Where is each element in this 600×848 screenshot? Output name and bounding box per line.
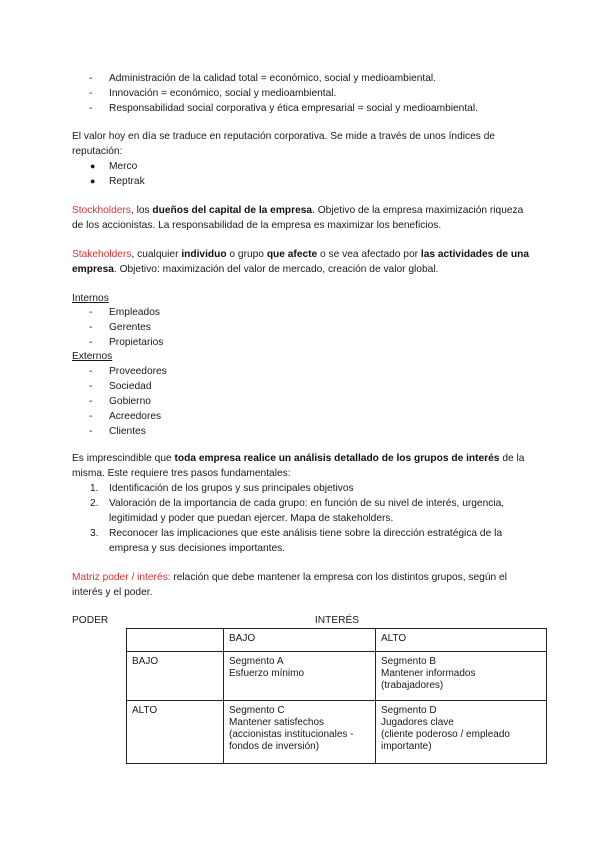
externos-heading: Externos [72,351,113,362]
quality-dimensions-list [72,71,542,116]
matrix-cell [224,701,376,764]
list-item: 2. Valoración de la importancia de cada grupo: en función de su nivel de interés, urgencia, legitimidad y poder que puedan ejercer. Mapa de stakeholders. [90,498,505,524]
segment-title: Segmento B Mantener informados (trabajadores) [381,656,476,691]
list-item: ● Reptrak [90,176,145,187]
analysis-steps-list [72,481,534,556]
power-interest-matrix [126,628,547,764]
row-header: BAJO [127,652,224,701]
internos-heading: Internos [72,293,109,304]
list-item: - Gerentes [89,322,151,333]
column-header: BAJO [224,629,376,652]
segment-title: Segmento D Jugadores clave (cliente poderoso / empleado importante) [381,705,510,752]
list-item: - Propietarios [89,337,164,348]
row-header: ALTO [127,701,224,764]
matrix-corner-cell [127,629,224,652]
analysis-paragraph: Es imprescindible que toda empresa realice un análisis detallado de los grupos de interés de la misma. Este requiere tres pasos fundamentales: [72,453,525,479]
matrix-cell [376,652,547,701]
list-item: - Sociedad [89,381,152,392]
list-item: 3. Reconocer las implicaciones que este análisis tiene sobre la dirección estratégica de la empresa y sus decisiones importantes. [90,528,502,554]
list-item: 1. Identificación de los grupos y sus principales objetivos [90,483,354,494]
list-item: - Clientes [89,426,146,437]
table-row [127,652,547,701]
reputation-paragraph: El valor hoy en día se traduce en reputación corporativa. Se mide a través de unos índices de reputación: [72,131,496,157]
matrix-term: Matriz poder / interés: [72,572,171,583]
internos-list [72,305,372,350]
list-item: - Administración de la calidad total = económico, social y medioambiental. [89,73,437,84]
stockholders-paragraph: Stockholders, los dueños del capital de la empresa. Objetivo de la empresa maximización riqueza de los accionistas. La responsabilidad de la empresa es maximizar los beneficios. [72,205,524,231]
poder-label: PODER [72,615,109,626]
column-header: ALTO [376,629,547,652]
segment-title: Segmento C Mantener satisfechos (accionistas institucionales - fondos de inversión) [229,705,354,752]
list-item: - Proveedores [89,366,167,377]
list-item: - Responsabilidad social corporativa y ética empresarial = social y medioambiental. [89,103,478,114]
list-item: ● Merco [90,161,138,172]
stockholders-term: Stockholders [72,205,131,216]
list-item: - Empleados [89,307,160,318]
list-item: - Gobierno [89,396,151,407]
interes-label: INTERÉS [314,615,360,626]
matrix-cell [224,652,376,701]
stakeholders-paragraph: Stakeholders, cualquier individuo o grupo que afecte o se vea afectado por las actividades de una empresa. Objetivo: maximización del valor de mercado, creación de valor global. [72,249,530,275]
matrix-paragraph: Matriz poder / interés: relación que debe mantener la empresa con los distintos grupos, según el interés y el poder. [72,572,507,598]
list-item: - Acreedores [89,411,162,422]
externos-list [72,364,372,439]
table-row [127,701,547,764]
list-item: - Innovación = económico, social y medioambiental. [89,88,337,99]
table-row [127,629,547,652]
stakeholders-term: Stakeholders [72,249,132,260]
segment-title: Segmento A Esfuerzo mínimo [229,656,305,679]
matrix-cell [376,701,547,764]
reputation-index-list [72,159,372,189]
